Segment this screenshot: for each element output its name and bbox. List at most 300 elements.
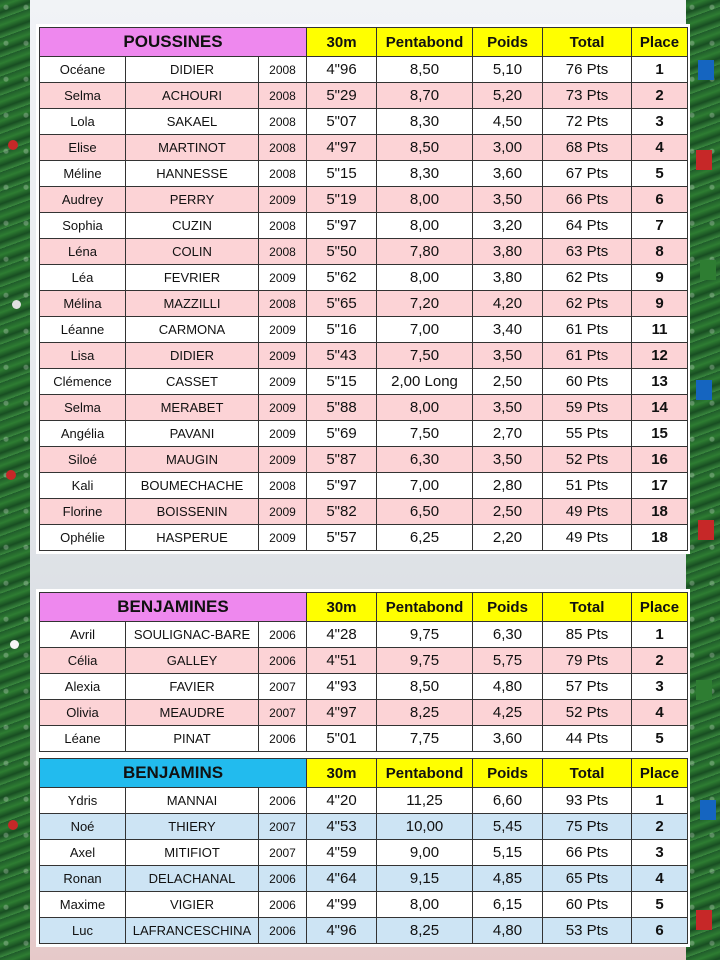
total-cell: 61 Pts [543, 317, 632, 343]
header-pentabond: Pentabond [377, 759, 473, 788]
header-total: Total [543, 593, 632, 622]
total-cell: 66 Pts [543, 840, 632, 866]
total-cell: 79 Pts [543, 648, 632, 674]
pentabond-cell: 8,25 [377, 700, 473, 726]
shot-put-cell: 4,85 [473, 866, 543, 892]
total-cell: 62 Pts [543, 265, 632, 291]
last-name-cell: DIDIER [126, 343, 259, 369]
header-place: Place [632, 759, 688, 788]
benjamins-panel [36, 755, 690, 947]
pentabond-cell: 7,80 [377, 239, 473, 265]
pentabond-cell: 9,75 [377, 622, 473, 648]
last-name-cell: MITIFIOT [126, 840, 259, 866]
shot-put-cell: 3,50 [473, 187, 543, 213]
last-name-cell: FAVIER [126, 674, 259, 700]
header-row [40, 593, 688, 622]
shot-put-cell: 4,20 [473, 291, 543, 317]
shot-put-cell: 4,80 [473, 918, 543, 944]
table-row [40, 918, 688, 944]
header-row [40, 759, 688, 788]
total-cell: 49 Pts [543, 525, 632, 551]
first-name-cell: Audrey [40, 187, 126, 213]
header-poids: Poids [473, 28, 543, 57]
shot-put-cell: 6,60 [473, 788, 543, 814]
sprint-30m-cell: 4"96 [307, 57, 377, 83]
sprint-30m-cell: 4"64 [307, 866, 377, 892]
birth-year-cell: 2008 [259, 109, 307, 135]
place-cell: 12 [632, 343, 688, 369]
pentabond-cell: 7,20 [377, 291, 473, 317]
pentabond-cell: 7,75 [377, 726, 473, 752]
last-name-cell: CARMONA [126, 317, 259, 343]
sprint-30m-cell: 5"50 [307, 239, 377, 265]
sprint-30m-cell: 4"53 [307, 814, 377, 840]
place-cell: 6 [632, 918, 688, 944]
birth-year-cell: 2006 [259, 892, 307, 918]
header-30m: 30m [307, 28, 377, 57]
pine-garland-icon [0, 0, 30, 960]
header-pentabond: Pentabond [377, 593, 473, 622]
table-row [40, 814, 688, 840]
table-row [40, 840, 688, 866]
first-name-cell: Angélia [40, 421, 126, 447]
place-cell: 5 [632, 726, 688, 752]
pentabond-cell: 10,00 [377, 814, 473, 840]
table-row [40, 343, 688, 369]
last-name-cell: COLIN [126, 239, 259, 265]
first-name-cell: Océane [40, 57, 126, 83]
place-cell: 9 [632, 265, 688, 291]
place-cell: 3 [632, 674, 688, 700]
gift-box-icon [696, 680, 712, 700]
pentabond-cell: 8,70 [377, 83, 473, 109]
total-cell: 72 Pts [543, 109, 632, 135]
place-cell: 8 [632, 239, 688, 265]
total-cell: 44 Pts [543, 726, 632, 752]
birth-year-cell: 2009 [259, 317, 307, 343]
header-place: Place [632, 593, 688, 622]
first-name-cell: Florine [40, 499, 126, 525]
table-row [40, 109, 688, 135]
table-row [40, 317, 688, 343]
first-name-cell: Sophia [40, 213, 126, 239]
benjamines-panel [36, 589, 690, 755]
sprint-30m-cell: 5"87 [307, 447, 377, 473]
last-name-cell: MAUGIN [126, 447, 259, 473]
total-cell: 60 Pts [543, 369, 632, 395]
first-name-cell: Alexia [40, 674, 126, 700]
place-cell: 14 [632, 395, 688, 421]
pentabond-cell: 8,30 [377, 109, 473, 135]
total-cell: 73 Pts [543, 83, 632, 109]
place-cell: 5 [632, 892, 688, 918]
shot-put-cell: 3,40 [473, 317, 543, 343]
last-name-cell: PINAT [126, 726, 259, 752]
header-pentabond: Pentabond [377, 28, 473, 57]
place-cell: 5 [632, 161, 688, 187]
place-cell: 4 [632, 135, 688, 161]
last-name-cell: MAZZILLI [126, 291, 259, 317]
gift-box-icon [700, 800, 716, 820]
shot-put-cell: 4,25 [473, 700, 543, 726]
birth-year-cell: 2006 [259, 726, 307, 752]
sprint-30m-cell: 5"43 [307, 343, 377, 369]
total-cell: 51 Pts [543, 473, 632, 499]
table-row [40, 726, 688, 752]
birth-year-cell: 2008 [259, 213, 307, 239]
header-total: Total [543, 759, 632, 788]
total-cell: 63 Pts [543, 239, 632, 265]
gift-box-icon [700, 260, 716, 280]
table-row [40, 421, 688, 447]
table-row [40, 135, 688, 161]
birth-year-cell: 2009 [259, 499, 307, 525]
total-cell: 68 Pts [543, 135, 632, 161]
first-name-cell: Célia [40, 648, 126, 674]
sprint-30m-cell: 5"29 [307, 83, 377, 109]
gift-box-icon [696, 150, 712, 170]
header-30m: 30m [307, 593, 377, 622]
last-name-cell: BOISSENIN [126, 499, 259, 525]
pentabond-cell: 8,00 [377, 187, 473, 213]
first-name-cell: Lisa [40, 343, 126, 369]
sprint-30m-cell: 4"96 [307, 918, 377, 944]
last-name-cell: ACHOURI [126, 83, 259, 109]
place-cell: 4 [632, 866, 688, 892]
table-row [40, 83, 688, 109]
total-cell: 61 Pts [543, 343, 632, 369]
sprint-30m-cell: 4"51 [307, 648, 377, 674]
table-row [40, 239, 688, 265]
place-cell: 2 [632, 83, 688, 109]
shot-put-cell: 6,30 [473, 622, 543, 648]
birth-year-cell: 2009 [259, 343, 307, 369]
sprint-30m-cell: 5"15 [307, 369, 377, 395]
table-row [40, 499, 688, 525]
first-name-cell: Selma [40, 395, 126, 421]
first-name-cell: Siloé [40, 447, 126, 473]
pentabond-cell: 8,50 [377, 57, 473, 83]
category-title: BENJAMINS [40, 759, 307, 788]
total-cell: 75 Pts [543, 814, 632, 840]
last-name-cell: HASPERUE [126, 525, 259, 551]
header-total: Total [543, 28, 632, 57]
total-cell: 52 Pts [543, 447, 632, 473]
birth-year-cell: 2006 [259, 788, 307, 814]
table-row [40, 866, 688, 892]
first-name-cell: Noé [40, 814, 126, 840]
pentabond-cell: 8,30 [377, 161, 473, 187]
place-cell: 17 [632, 473, 688, 499]
birth-year-cell: 2008 [259, 239, 307, 265]
table-row [40, 700, 688, 726]
sprint-30m-cell: 5"16 [307, 317, 377, 343]
last-name-cell: SOULIGNAC-BARE [126, 622, 259, 648]
gift-box-icon [696, 910, 712, 930]
last-name-cell: MERABET [126, 395, 259, 421]
first-name-cell: Léanne [40, 317, 126, 343]
first-name-cell: Selma [40, 83, 126, 109]
pentabond-cell: 6,25 [377, 525, 473, 551]
pentabond-cell: 8,00 [377, 395, 473, 421]
birth-year-cell: 2009 [259, 525, 307, 551]
birth-year-cell: 2009 [259, 187, 307, 213]
pentabond-cell: 8,50 [377, 135, 473, 161]
first-name-cell: Léa [40, 265, 126, 291]
sprint-30m-cell: 5"97 [307, 473, 377, 499]
total-cell: 65 Pts [543, 866, 632, 892]
ornament-icon [6, 470, 16, 480]
sprint-30m-cell: 4"97 [307, 700, 377, 726]
table-row [40, 57, 688, 83]
table-row [40, 525, 688, 551]
first-name-cell: Ronan [40, 866, 126, 892]
table-row [40, 674, 688, 700]
header-30m: 30m [307, 759, 377, 788]
total-cell: 67 Pts [543, 161, 632, 187]
birth-year-cell: 2008 [259, 291, 307, 317]
first-name-cell: Axel [40, 840, 126, 866]
pentabond-cell: 9,00 [377, 840, 473, 866]
first-name-cell: Avril [40, 622, 126, 648]
birth-year-cell: 2008 [259, 473, 307, 499]
sprint-30m-cell: 4"97 [307, 135, 377, 161]
sprint-30m-cell: 5"62 [307, 265, 377, 291]
first-name-cell: Kali [40, 473, 126, 499]
last-name-cell: LAFRANCESCHINA [126, 918, 259, 944]
sprint-30m-cell: 4"20 [307, 788, 377, 814]
place-cell: 7 [632, 213, 688, 239]
shot-put-cell: 6,15 [473, 892, 543, 918]
benjamins-table [39, 758, 688, 944]
place-cell: 2 [632, 648, 688, 674]
shot-put-cell: 5,15 [473, 840, 543, 866]
place-cell: 1 [632, 622, 688, 648]
shot-put-cell: 5,10 [473, 57, 543, 83]
last-name-cell: THIERY [126, 814, 259, 840]
sprint-30m-cell: 5"07 [307, 109, 377, 135]
pentabond-cell: 8,00 [377, 213, 473, 239]
pine-garland-with-gifts-icon [686, 0, 720, 960]
birth-year-cell: 2007 [259, 840, 307, 866]
table-row [40, 369, 688, 395]
pentabond-cell: 6,50 [377, 499, 473, 525]
total-cell: 52 Pts [543, 700, 632, 726]
birth-year-cell: 2008 [259, 135, 307, 161]
total-cell: 55 Pts [543, 421, 632, 447]
sprint-30m-cell: 5"01 [307, 726, 377, 752]
table-row [40, 291, 688, 317]
header-row [40, 28, 688, 57]
sprint-30m-cell: 5"82 [307, 499, 377, 525]
sprint-30m-cell: 4"99 [307, 892, 377, 918]
pentabond-cell: 7,00 [377, 317, 473, 343]
sprint-30m-cell: 5"69 [307, 421, 377, 447]
last-name-cell: HANNESSE [126, 161, 259, 187]
birth-year-cell: 2009 [259, 447, 307, 473]
first-name-cell: Mélina [40, 291, 126, 317]
birth-year-cell: 2006 [259, 622, 307, 648]
first-name-cell: Lola [40, 109, 126, 135]
shot-put-cell: 2,50 [473, 499, 543, 525]
benjamines-table [39, 592, 688, 752]
shot-put-cell: 2,50 [473, 369, 543, 395]
sprint-30m-cell: 5"15 [307, 161, 377, 187]
pentabond-cell: 8,50 [377, 674, 473, 700]
birth-year-cell: 2007 [259, 814, 307, 840]
first-name-cell: Méline [40, 161, 126, 187]
ornament-icon [8, 140, 18, 150]
gift-box-icon [696, 380, 712, 400]
pentabond-cell: 7,50 [377, 343, 473, 369]
ornament-icon [10, 640, 19, 649]
total-cell: 53 Pts [543, 918, 632, 944]
first-name-cell: Léane [40, 726, 126, 752]
first-name-cell: Maxime [40, 892, 126, 918]
shot-put-cell: 5,20 [473, 83, 543, 109]
last-name-cell: MARTINOT [126, 135, 259, 161]
total-cell: 60 Pts [543, 892, 632, 918]
last-name-cell: CASSET [126, 369, 259, 395]
pentabond-cell: 7,50 [377, 421, 473, 447]
total-cell: 76 Pts [543, 57, 632, 83]
place-cell: 2 [632, 814, 688, 840]
shot-put-cell: 4,80 [473, 674, 543, 700]
first-name-cell: Elise [40, 135, 126, 161]
category-title: BENJAMINES [40, 593, 307, 622]
first-name-cell: Luc [40, 918, 126, 944]
place-cell: 6 [632, 187, 688, 213]
shot-put-cell: 4,50 [473, 109, 543, 135]
last-name-cell: CUZIN [126, 213, 259, 239]
first-name-cell: Ydris [40, 788, 126, 814]
birth-year-cell: 2009 [259, 369, 307, 395]
category-title: POUSSINES [40, 28, 307, 57]
table-row [40, 892, 688, 918]
last-name-cell: PAVANI [126, 421, 259, 447]
gift-box-icon [698, 520, 714, 540]
place-cell: 3 [632, 109, 688, 135]
place-cell: 11 [632, 317, 688, 343]
pentabond-cell: 9,15 [377, 866, 473, 892]
table-row [40, 473, 688, 499]
sprint-30m-cell: 5"97 [307, 213, 377, 239]
shot-put-cell: 5,45 [473, 814, 543, 840]
pentabond-cell: 2,00 Long [377, 369, 473, 395]
shot-put-cell: 2,70 [473, 421, 543, 447]
sprint-30m-cell: 5"65 [307, 291, 377, 317]
last-name-cell: DIDIER [126, 57, 259, 83]
table-row [40, 161, 688, 187]
table-row [40, 213, 688, 239]
total-cell: 57 Pts [543, 674, 632, 700]
shot-put-cell: 3,20 [473, 213, 543, 239]
total-cell: 59 Pts [543, 395, 632, 421]
place-cell: 1 [632, 788, 688, 814]
shot-put-cell: 3,50 [473, 343, 543, 369]
last-name-cell: FEVRIER [126, 265, 259, 291]
sprint-30m-cell: 4"28 [307, 622, 377, 648]
last-name-cell: SAKAEL [126, 109, 259, 135]
place-cell: 15 [632, 421, 688, 447]
total-cell: 49 Pts [543, 499, 632, 525]
table-row [40, 395, 688, 421]
pentabond-cell: 6,30 [377, 447, 473, 473]
poussines-table [39, 27, 688, 551]
sprint-30m-cell: 4"93 [307, 674, 377, 700]
table-row [40, 648, 688, 674]
birth-year-cell: 2007 [259, 674, 307, 700]
pentabond-cell: 8,00 [377, 892, 473, 918]
birth-year-cell: 2009 [259, 265, 307, 291]
gift-box-icon [698, 60, 714, 80]
total-cell: 62 Pts [543, 291, 632, 317]
birth-year-cell: 2008 [259, 161, 307, 187]
pentabond-cell: 8,00 [377, 265, 473, 291]
shot-put-cell: 3,60 [473, 161, 543, 187]
total-cell: 64 Pts [543, 213, 632, 239]
shot-put-cell: 3,50 [473, 395, 543, 421]
first-name-cell: Ophélie [40, 525, 126, 551]
birth-year-cell: 2006 [259, 648, 307, 674]
ornament-icon [12, 300, 21, 309]
first-name-cell: Léna [40, 239, 126, 265]
ornament-icon [8, 820, 18, 830]
shot-put-cell: 3,60 [473, 726, 543, 752]
place-cell: 16 [632, 447, 688, 473]
sprint-30m-cell: 5"88 [307, 395, 377, 421]
sprint-30m-cell: 5"57 [307, 525, 377, 551]
shot-put-cell: 3,80 [473, 239, 543, 265]
total-cell: 66 Pts [543, 187, 632, 213]
pentabond-cell: 9,75 [377, 648, 473, 674]
birth-year-cell: 2009 [259, 421, 307, 447]
place-cell: 9 [632, 291, 688, 317]
shot-put-cell: 5,75 [473, 648, 543, 674]
table-row [40, 187, 688, 213]
last-name-cell: VIGIER [126, 892, 259, 918]
table-row [40, 622, 688, 648]
birth-year-cell: 2006 [259, 866, 307, 892]
place-cell: 1 [632, 57, 688, 83]
place-cell: 4 [632, 700, 688, 726]
first-name-cell: Olivia [40, 700, 126, 726]
table-row [40, 788, 688, 814]
table-row [40, 265, 688, 291]
last-name-cell: GALLEY [126, 648, 259, 674]
table-row [40, 447, 688, 473]
pentabond-cell: 7,00 [377, 473, 473, 499]
birth-year-cell: 2008 [259, 83, 307, 109]
first-name-cell: Clémence [40, 369, 126, 395]
shot-put-cell: 2,20 [473, 525, 543, 551]
last-name-cell: MANNAI [126, 788, 259, 814]
place-cell: 13 [632, 369, 688, 395]
shot-put-cell: 3,50 [473, 447, 543, 473]
shot-put-cell: 3,00 [473, 135, 543, 161]
place-cell: 18 [632, 525, 688, 551]
last-name-cell: PERRY [126, 187, 259, 213]
header-poids: Poids [473, 759, 543, 788]
shot-put-cell: 3,80 [473, 265, 543, 291]
place-cell: 3 [632, 840, 688, 866]
shot-put-cell: 2,80 [473, 473, 543, 499]
last-name-cell: BOUMECHACHE [126, 473, 259, 499]
total-cell: 93 Pts [543, 788, 632, 814]
last-name-cell: MEAUDRE [126, 700, 259, 726]
birth-year-cell: 2007 [259, 700, 307, 726]
birth-year-cell: 2006 [259, 918, 307, 944]
